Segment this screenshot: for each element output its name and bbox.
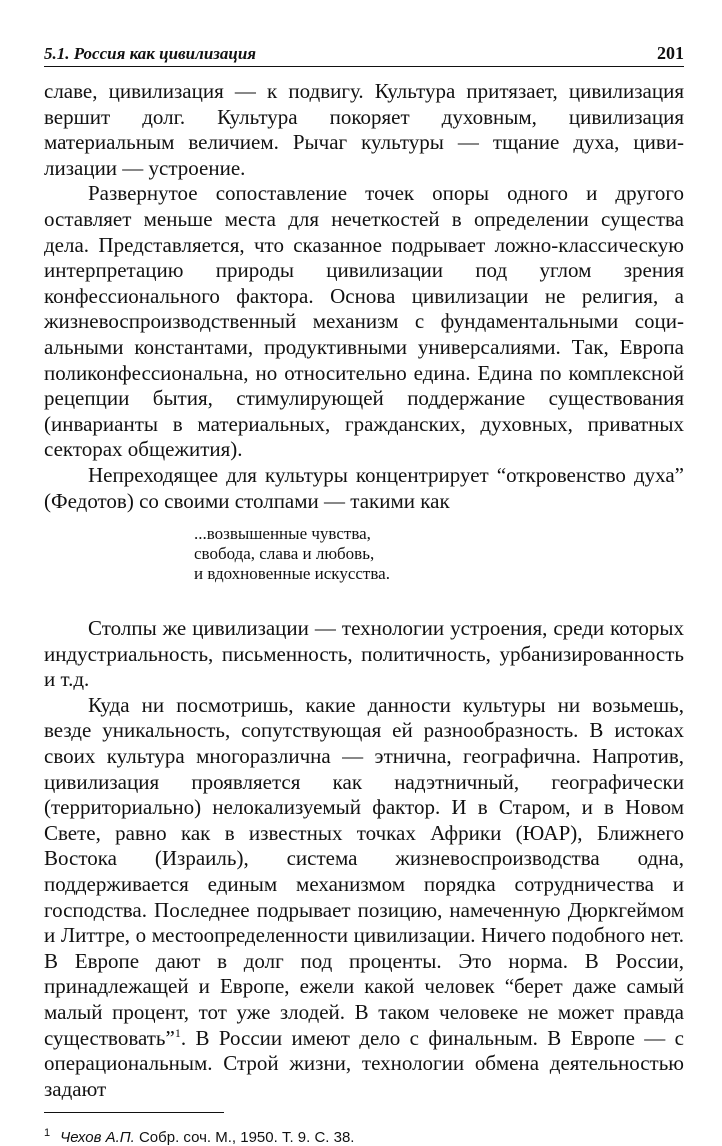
running-head (44, 38, 684, 67)
paragraph-3: Непреходящее для культуры концентрирует “откровенство духа” (Федотов) со своими столпами — такими как (44, 462, 684, 513)
footnote-reference: 1 (174, 1025, 181, 1040)
footnote-mark: 1 (44, 1127, 51, 1140)
poem-quote (194, 524, 684, 584)
section-title: 5.1. Россия как цивилизация (44, 44, 257, 63)
book-page (44, 38, 684, 1146)
paragraph-1: славе, цивилизация — к подвигу. Культура притязает, цивилизация вершит долг. Культура покоряет духовным, цивилизация материальным величием. Рычаг культуры — тщание духа, цивилизации — устроение. (44, 79, 684, 180)
poem-line-1: ...возвышенные чувства, (194, 524, 371, 544)
poem-line-2: свобода, слава и любовь, (194, 544, 375, 564)
footnote-text: Собр. соч. М., 1950. Т. 9. С. 38. (138, 1129, 355, 1146)
paragraph-5-main: Куда ни посмотришь, какие данности культуры ни возьмешь, везде уникальность, сопутствующая ей разнообразность. В истоках своих культура многоразлична — этнична, географична. Напротив, цивилизация проявляется как надэтничный, географически (территориально) нелокализуемый фактор. И в Старом, и в Новом Свете, равно как в известных точках Африки (ЮАР), Ближнего Востока (Израиль), система жизневоспроизводства одна, поддерживается единым механизмом порядка сотрудничества и господства. Последнее подрывает позицию, намеченную Дюркгеймом и Литтре, о местоопределенности цивилизации. Ничего подобного нет. В Европе дают в долг под проценты. Это норма. В России, принадлежащей и Европе, ежели какой человек “берет даже самый малый процент, тот уже злодей. В таком человеке не может правда существовать” (44, 692, 684, 1050)
paragraph-5-tail: В России имеют дело с финальным. В Европе — с операциональным. Строй жизни, технологии обмена деятельностью задают (44, 1025, 684, 1101)
body-text (44, 79, 684, 1102)
paragraph-2: Развернутое сопоставление точек опоры одного и другого оставляет меньше места для нечеткостей в определении существа дела. Представляется, что сказанное подрывает ложно-классическую интерпретацию природы цивилизации под углом зрения конфессионального фактора. Основа цивилизации не религия, а жизневоспроизводственный механизм с фундаментальными социальными константами, продуктивными универсалиями. Так, Европа поликонфессиональна, но относительно едина. Едина по комплексной рецепции бытия, стимулирующей поддержание существования (инварианты в материальных, гражданских, духовных, приватных секторах общежития). (44, 181, 684, 462)
footnote-divider (44, 1112, 224, 1113)
paragraph-5: Куда ни посмотришь, какие данности культуры ни возьмешь, везде уникальность, сопутствующая ей разнообразность. В истоках своих культура многоразлична — этнична, географична. Напротив, цивилизация проявляется как надэтничный, географически (территориально) нелокализуемый фактор. И в Старом, и в Новом Свете, равно как в известных точках Африки (ЮАР), Ближнего Востока (Израиль), система жизневоспроизводства одна, поддерживается единым механизмом порядка сотрудничества и господства. Последнее подрывает позицию, намеченную Дюркгеймом и Литтре, о местоопределенности цивилизации. Ничего подобного нет. В Европе дают в долг под проценты. Это норма. В России, принадлежащей и Европе, ежели какой человек “берет даже самый малый процент, тот уже злодей. В таком человеке не может правда существовать”$^1$. В России имеют дело с финальным. В Европе — с операциональным. Строй жизни, технологии обмена деятельностью задают (44, 692, 684, 1101)
poem-line-3: и вдохновенные искусства. (194, 564, 390, 584)
footnote-author: Чехов А.П. (60, 1129, 135, 1146)
paragraph-4: Столпы же цивилизации — технологии устроения, среди которых индустриальность, письменность, политичность, урбанизированность и т.д. (44, 616, 684, 692)
footnote (44, 1127, 684, 1146)
page-number: 201 (657, 43, 684, 63)
